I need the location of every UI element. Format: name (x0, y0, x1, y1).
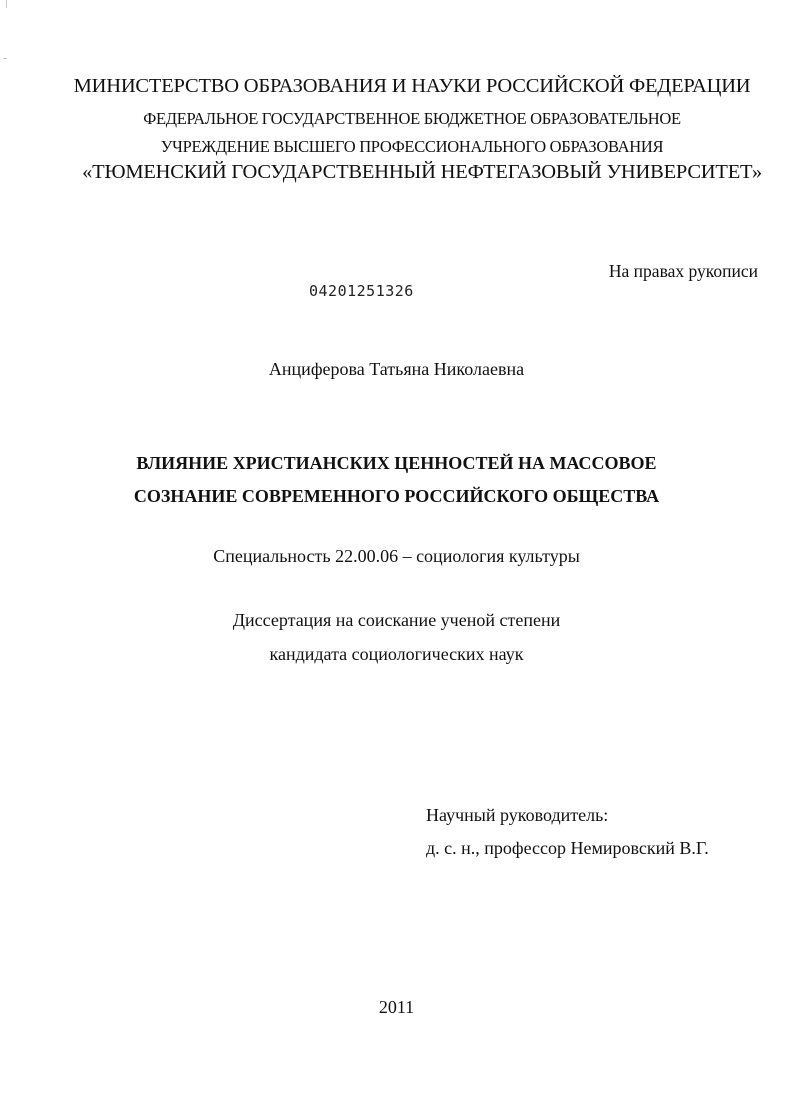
institution-line-2: УЧРЕЖДЕНИЕ ВЫСШЕГО ПРОФЕССИОНАЛЬНОГО ОБРАЗОВАНИЯ (160, 137, 664, 156)
university-name: «ТЮМЕНСКИЙ ГОСУДАРСТВЕННЫЙ НЕФТЕГАЗОВЫЙ УНИВЕРСИТЕТ» (82, 161, 762, 183)
degree-line-1: Диссертация на соискание ученой степени (232, 610, 561, 630)
scan-artifact (3, 58, 7, 59)
dissertation-title-line-1: ВЛИЯНИЕ ХРИСТИАНСКИХ ЦЕННОСТЕЙ НА МАССОВОЕ (136, 453, 657, 473)
advisor-label: Научный руководитель: (426, 805, 609, 825)
year: 2011 (378, 997, 415, 1017)
ministry-heading: МИНИСТЕРСТВО ОБРАЗОВАНИЯ И НАУКИ РОССИЙСКОЙ ФЕДЕРАЦИИ (73, 75, 751, 97)
scan-artifact (6, 0, 7, 8)
registration-number: 04201251326 (309, 282, 414, 300)
advisor-name: д. с. н., профессор Немировский В.Г. (426, 838, 709, 858)
manuscript-note: На правах рукописи (608, 261, 758, 281)
dissertation-title-line-2: СОЗНАНИЕ СОВРЕМЕННОГО РОССИЙСКОГО ОБЩЕСТВА (133, 486, 660, 506)
institution-line-1: ФЕДЕРАЛЬНОЕ ГОСУДАРСТВЕННОЕ БЮДЖЕТНОЕ ОБРАЗОВАТЕЛЬНОЕ (143, 109, 681, 128)
degree-line-2: кандидата социологических наук (269, 644, 524, 664)
specialty: Специальность 22.00.06 – социология культуры (213, 546, 580, 566)
author-name: Анциферова Татьяна Николаевна (268, 359, 525, 379)
